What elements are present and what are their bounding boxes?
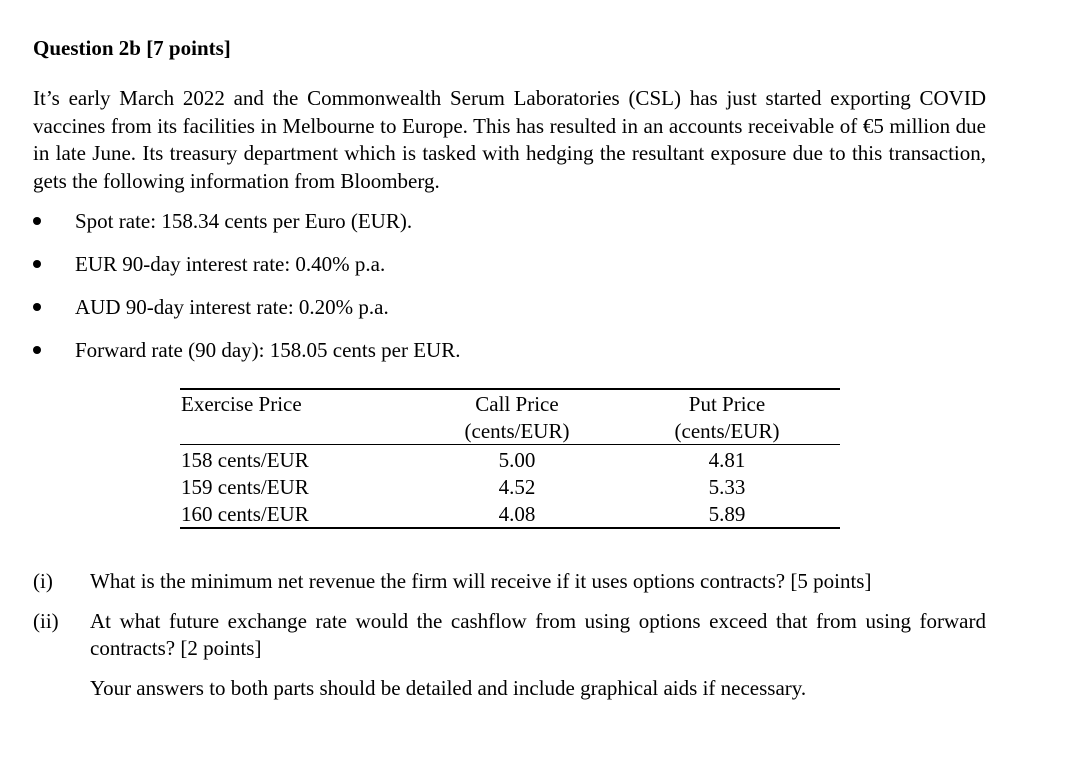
table-top-rule bbox=[180, 388, 840, 390]
call-cell: 5.00 bbox=[498, 448, 536, 472]
header-call-price-unit: (cents/EUR) bbox=[464, 419, 570, 443]
table-bottom-rule bbox=[180, 527, 840, 529]
put-cell: 5.33 bbox=[708, 475, 746, 499]
bullet-text: AUD 90-day interest rate: 0.20% p.a. bbox=[75, 295, 389, 319]
put-cell: 4.81 bbox=[708, 448, 746, 472]
bullet-icon bbox=[33, 303, 41, 311]
bullet-text: Forward rate (90 day): 158.05 cents per EUR. bbox=[75, 338, 461, 362]
bullet-text: EUR 90-day interest rate: 0.40% p.a. bbox=[75, 252, 386, 276]
question-ii-text: At what future exchange rate would the cashflow from using options exceed that from using forward contracts? [2 points] bbox=[90, 609, 986, 660]
put-cell: 5.89 bbox=[708, 502, 746, 526]
bullet-icon bbox=[33, 346, 41, 354]
bullet-icon bbox=[33, 260, 41, 268]
header-exercise-price: Exercise Price bbox=[181, 392, 302, 416]
question-i-text: What is the minimum net revenue the firm will receive if it uses options contracts? [5 points] bbox=[90, 569, 872, 593]
bullet-text: Spot rate: 158.34 cents per Euro (EUR). bbox=[75, 209, 413, 233]
bullet-icon bbox=[33, 217, 41, 225]
table-header-rule bbox=[180, 444, 840, 445]
call-cell: 4.52 bbox=[498, 475, 536, 499]
question-i-label: (i) bbox=[33, 569, 53, 593]
exercise-cell: 158 cents/EUR bbox=[181, 448, 309, 472]
exercise-cell: 160 cents/EUR bbox=[181, 502, 309, 526]
question-ii-label: (ii) bbox=[33, 609, 59, 633]
intro-paragraph: It’s early March 2022 and the Commonwealth Serum Laboratories (CSL) has just started exporting COVID vaccines from its facilities in Melbourne to Europe. This has resulted in an accounts receivable of €5 million due in late June. Its treasury department which is tasked with hedging the resultant exposure due to this transaction, gets the following information from Bloomberg. bbox=[33, 86, 986, 193]
header-put-price-unit: (cents/EUR) bbox=[674, 419, 780, 443]
call-cell: 4.08 bbox=[498, 502, 536, 526]
closing-note: Your answers to both parts should be detailed and include graphical aids if necessary. bbox=[90, 676, 807, 700]
header-call-price: Call Price bbox=[475, 392, 559, 416]
question-heading: Question 2b [7 points] bbox=[33, 36, 231, 60]
header-put-price: Put Price bbox=[688, 392, 766, 416]
exercise-cell: 159 cents/EUR bbox=[181, 475, 309, 499]
